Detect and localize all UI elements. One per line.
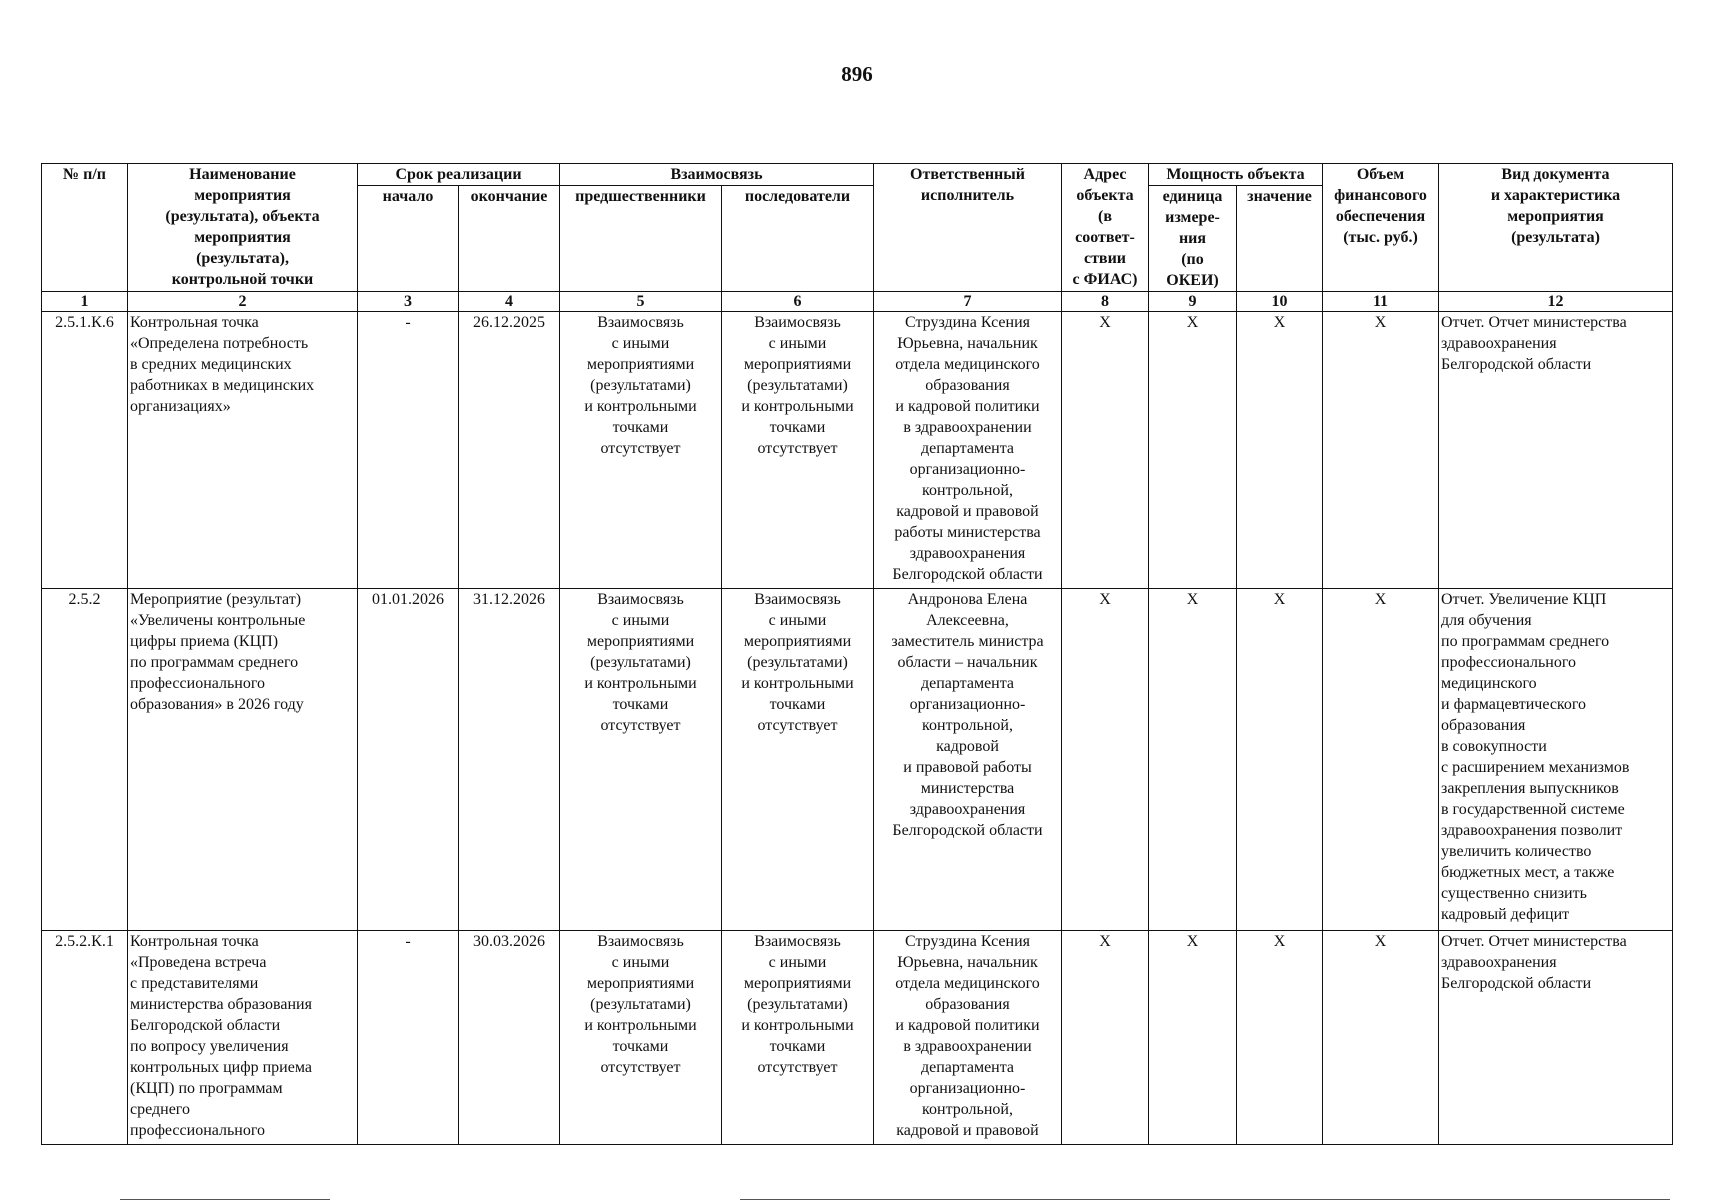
column-number: 12	[1439, 292, 1673, 312]
column-number: 2	[128, 292, 358, 312]
row-end-date: 31.12.2026	[459, 589, 560, 931]
row-finance: Х	[1323, 931, 1439, 1145]
row-document: Отчет. Отчет министерства здравоохранения Белгородской области	[1439, 312, 1673, 589]
header-unit: единица измере- ния (по ОКЕИ)	[1149, 186, 1237, 292]
header-value: значение	[1237, 186, 1323, 292]
table-row	[42, 589, 1673, 931]
header-number: № п/п	[42, 164, 128, 292]
header-document: Вид документа и характеристика мероприятия (результата)	[1439, 164, 1673, 292]
page-number: 896	[841, 62, 873, 86]
row-finance: Х	[1323, 312, 1439, 589]
header-row-1	[42, 164, 1673, 186]
implementation-plan-table	[41, 163, 1673, 1145]
column-numbers-row	[42, 292, 1673, 312]
column-number: 8	[1062, 292, 1149, 312]
row-predecessors: Взаимосвязь с иными мероприятиями (результатами) и контрольными точками отсутствует	[560, 589, 722, 931]
row-successors: Взаимосвязь с иными мероприятиями (результатами) и контрольными точками отсутствует	[722, 589, 874, 931]
header-capacity: Мощность объекта	[1149, 164, 1323, 186]
row-unit: Х	[1149, 312, 1237, 589]
row-name: Контрольная точка «Проведена встреча с представителями министерства образования Белгородской области по вопросу увеличения контрольных цифр приема (КЦП) по программам среднего профессионального	[128, 931, 358, 1145]
header-relation: Взаимосвязь	[560, 164, 874, 186]
header-term-end: окончание	[459, 186, 560, 292]
column-number: 7	[874, 292, 1062, 312]
row-predecessors: Взаимосвязь с иными мероприятиями (результатами) и контрольными точками отсутствует	[560, 312, 722, 589]
row-value: Х	[1237, 589, 1323, 931]
column-number: 1	[42, 292, 128, 312]
table-row	[42, 931, 1673, 1145]
row-unit: Х	[1149, 589, 1237, 931]
column-number: 6	[722, 292, 874, 312]
row-successors: Взаимосвязь с иными мероприятиями (результатами) и контрольными точками отсутствует	[722, 931, 874, 1145]
row-responsible: Андронова Елена Алексеевна, заместитель министра области – начальник департамента организационно- контрольной, кадровой и правовой работы министерства здравоохранения Белгородской области	[874, 589, 1062, 931]
row-responsible: Струздина Ксения Юрьевна, начальник отдела медицинского образования и кадровой политики в здравоохранении департамента организационно- контрольной, кадровой и правовой	[874, 931, 1062, 1145]
row-predecessors: Взаимосвязь с иными мероприятиями (результатами) и контрольными точками отсутствует	[560, 931, 722, 1145]
row-id: 2.5.1.К.6	[42, 312, 128, 589]
column-number: 4	[459, 292, 560, 312]
column-number: 5	[560, 292, 722, 312]
row-successors: Взаимосвязь с иными мероприятиями (результатами) и контрольными точками отсутствует	[722, 312, 874, 589]
row-name: Контрольная точка «Определена потребность в средних медицинских работниках в медицинских организациях»	[128, 312, 358, 589]
header-successors: последователи	[722, 186, 874, 292]
row-unit: Х	[1149, 931, 1237, 1145]
row-responsible: Струздина Ксения Юрьевна, начальник отдела медицинского образования и кадровой политики в здравоохранении департамента организационно- контрольной, кадровой и правовой работы министерства здравоохранения Белгородской области	[874, 312, 1062, 589]
header-predecessors: предшественники	[560, 186, 722, 292]
row-name: Мероприятие (результат) «Увеличены контрольные цифры приема (КЦП) по программам среднего профессионального образования» в 2026 году	[128, 589, 358, 931]
header-name: Наименование мероприятия (результата), объекта мероприятия (результата), контрольной точки	[128, 164, 358, 292]
column-number: 10	[1237, 292, 1323, 312]
row-document: Отчет. Отчет министерства здравоохранения Белгородской области	[1439, 931, 1673, 1145]
row-finance: Х	[1323, 589, 1439, 931]
column-number: 3	[358, 292, 459, 312]
row-start-date: -	[358, 931, 459, 1145]
row-id: 2.5.2	[42, 589, 128, 931]
row-address: Х	[1062, 589, 1149, 931]
row-document: Отчет. Увеличение КЦП для обучения по программам среднего профессионального медицинского и фармацевтического образования в совокупности с расширением механизмов закрепления выпускников в государственной системе здравоохранения позволит увеличить количество бюджетных мест, а также существенно снизить кадровый дефицит	[1439, 589, 1673, 931]
row-value: Х	[1237, 931, 1323, 1145]
row-id: 2.5.2.К.1	[42, 931, 128, 1145]
row-address: Х	[1062, 931, 1149, 1145]
header-responsible: Ответственный исполнитель	[874, 164, 1062, 292]
column-number: 9	[1149, 292, 1237, 312]
table-row	[42, 312, 1673, 589]
row-start-date: -	[358, 312, 459, 589]
row-start-date: 01.01.2026	[358, 589, 459, 931]
header-finance: Объем финансового обеспечения (тыс. руб.)	[1323, 164, 1439, 292]
column-number: 11	[1323, 292, 1439, 312]
row-end-date: 26.12.2025	[459, 312, 560, 589]
header-term-start: начало	[358, 186, 459, 292]
row-value: Х	[1237, 312, 1323, 589]
row-end-date: 30.03.2026	[459, 931, 560, 1145]
row-address: Х	[1062, 312, 1149, 589]
header-address: Адрес объекта (в соответ- ствии с ФИАС)	[1062, 164, 1149, 292]
header-term: Срок реализации	[358, 164, 560, 186]
